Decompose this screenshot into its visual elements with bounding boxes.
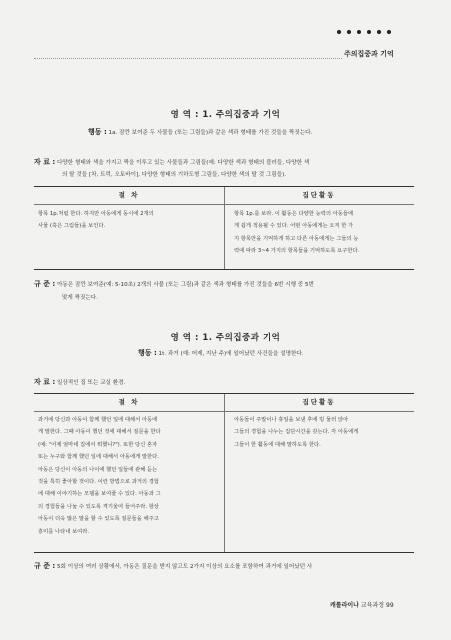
section2-procedure-line: 의 경험들을 나눌 수 있도록 격기울여 들어주라. 항상 bbox=[38, 503, 159, 510]
section2-criterion-text-1: 5회 이상의 여러 상황에서, 아동은 질문을 받지 않고도 2가지 이상의 요소를 포함하여 과거에 일어났던 사 bbox=[56, 564, 313, 570]
section2-procedure-line: 과거에 당신과 아동이 함께 했던 일에 대해서 아동에 bbox=[38, 417, 158, 423]
section1-behavior bbox=[88, 127, 312, 137]
section2-group-cell bbox=[234, 414, 358, 451]
section1-criterion-line1 bbox=[34, 279, 314, 289]
section2-behavior bbox=[138, 348, 304, 358]
section2-criterion-line1 bbox=[34, 561, 312, 571]
page-footer bbox=[330, 600, 394, 609]
section2-procedure-line: (예: "어제 엄마네 집에서 뭐했니?"). 또한 당신 혼자 bbox=[38, 441, 158, 448]
section2-table-divider bbox=[224, 394, 225, 552]
section2-procedure-line: 아동은 당신이 아동의 나이에 했던 일들에 관해 듣는 bbox=[38, 466, 158, 473]
section1-table bbox=[34, 186, 414, 270]
section2-procedure-line: 흥미를 나타내 보여라. bbox=[38, 528, 90, 535]
section2-criterion-label: 규 준 : bbox=[34, 562, 56, 570]
section1-materials-line1 bbox=[34, 157, 309, 167]
section2-table bbox=[34, 393, 414, 553]
section1-group-line: 력에 따라 3~4 가지의 항목들을 기억하도록 요구한다. bbox=[234, 248, 360, 255]
section2-materials-label: 자 료 : bbox=[34, 378, 56, 386]
section1-title: 영 역 : 1. 주의집중과 기억 bbox=[170, 110, 281, 120]
section1-procedure-line: 항목 1p.처럼 한다. 하지만 아동에게 동시에 2개의 bbox=[38, 211, 154, 217]
section2-group-line: 아동들이 주말이나 휴일을 보낸 후에 빙 둘러 앉아 bbox=[234, 417, 349, 423]
section2-materials bbox=[34, 377, 125, 387]
section2-col-group: 집단활동 bbox=[302, 398, 336, 406]
section1-materials-text-1: 다양한 형태와 색을 가지고 짝을 이루고 있는 사물들과 그림들(예: 다양한 색과 형태의 블러들, 다양한 색 bbox=[56, 160, 310, 166]
section2-behavior-text: 1t. 과거 (예: 어제, 지난 주)에 일어났던 사건들을 설명한다. bbox=[158, 351, 304, 357]
section2-procedure-line: 아동이 더욱 많은 말을 할 수 있도록 질문들을 해주고 bbox=[38, 516, 159, 523]
section2-procedure-line: 에 대해 이야기하는 모델을 보여줄 수 있다. 아동과 그 bbox=[38, 491, 161, 498]
section1-behavior-label: 행동 : bbox=[88, 128, 107, 136]
footer-brand: 캐롤라이나 bbox=[330, 602, 359, 609]
section2-procedure-line: 것을 특히 좋아할 것이다. 이런 방법으로 과거의 경험 bbox=[38, 479, 159, 486]
section2-title: 영 역 : 1. 주의집중과 기억 bbox=[170, 333, 281, 343]
section2-procedure-cell bbox=[38, 414, 161, 538]
section1-table-divider bbox=[224, 187, 225, 269]
section1-criterion-label: 규 준 : bbox=[34, 280, 56, 288]
section2-col-procedure: 절 차 bbox=[118, 398, 140, 406]
running-header: 주의집중과 기억 bbox=[344, 50, 394, 58]
page-number: 99 bbox=[386, 602, 394, 609]
section1-criterion-text-1: 아동은 잠깐 보여준(예: 5-10초) 2개의 사물 (또는 그림)과 같은 색과 형태를 가진 것들을 6번 시행 중 5번 bbox=[56, 282, 314, 288]
section1-criterion-text-2: 맞게 짝짓는다. bbox=[62, 295, 98, 301]
section2-procedure-line: 게 말한다. 그때 아동이 했던 것에 대해서 질문을 한다 bbox=[38, 429, 161, 436]
section2-materials-text: 일상적인 집 또는 교실 환경. bbox=[56, 380, 126, 386]
section1-procedure-line: 사물 (혹은 그림들)을 보인다. bbox=[38, 223, 106, 230]
section2-group-line: 그들의 경험을 나누는 집단시간을 갖는다. 각 아동에게 bbox=[234, 429, 359, 436]
section1-group-line: 항목 1p.를 보라. 이 활동은 다양한 능력의 아동들에 bbox=[234, 211, 354, 217]
section1-behavior-text: 1a. 잠깐 보여준 두 사물들 (또는 그림들)과 같은 색과 형태를 가진 것들을 짝짓는다. bbox=[108, 130, 313, 136]
section1-materials-label: 자 료 : bbox=[34, 158, 56, 166]
section1-group-cell bbox=[234, 208, 359, 258]
section1-materials-text-2: 의 탈 것들 [차, 트럭, 오토바이], 다양한 형태의 기하도형 그림들, 다양한 색의 탈 것 그림들). bbox=[62, 172, 287, 178]
section1-group-line: 지 항목만을 기억하게 하고 다른 아동에게는 그들의 능 bbox=[234, 235, 359, 242]
section1-col-procedure: 절 차 bbox=[118, 191, 140, 199]
header-rule bbox=[34, 58, 342, 59]
section2-procedure-line: 또는 누구와 함께 했던 일에 대해서 아동에게 말한다. bbox=[38, 454, 159, 461]
header-dots-ornament bbox=[337, 30, 437, 40]
footer-text: 교육과정 bbox=[360, 602, 385, 609]
section2-behavior-label: 행동 : bbox=[138, 349, 157, 357]
section1-col-group: 집단활동 bbox=[302, 191, 336, 199]
section2-group-line: 그들이 한 활동에 대해 말하도록 한다. bbox=[234, 441, 321, 448]
section1-procedure-cell bbox=[38, 208, 154, 233]
section1-group-line: 게 쉽게 적용될 수 있다. 어떤 아동에게는 오직 한 가 bbox=[234, 223, 354, 230]
